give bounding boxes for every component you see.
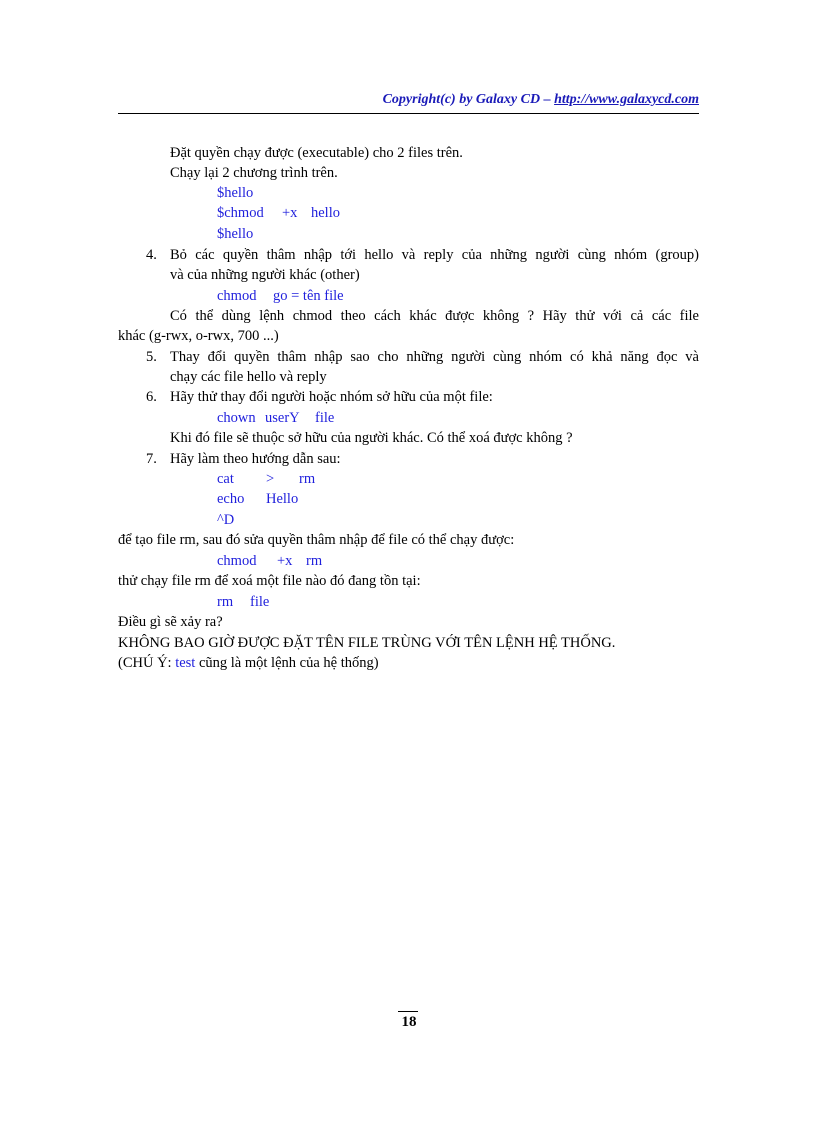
code-token: rm [217, 594, 234, 610]
code-token: userY [265, 410, 300, 426]
paragraph-try-run: thử chạy file rm để xoá một file nào đó đang tồn tại: [118, 573, 421, 589]
code-chmod-go [217, 286, 344, 306]
code-rm-file [217, 592, 269, 612]
paragraph-executable: Đặt quyền chạy được (executable) cho 2 files trên. [170, 145, 463, 161]
item5-line1: Thay đổi quyền thâm nhập sao cho những người cùng nhóm có khả năng đọc và [170, 349, 699, 365]
page-header [118, 92, 699, 114]
code-token: go = tên file [273, 288, 344, 304]
paragraph-note [118, 653, 379, 673]
item7-line1: Hãy làm theo hướng dẫn sau: [170, 451, 341, 467]
code-echo [217, 489, 298, 509]
code-token: +x [277, 553, 293, 569]
code-ctrl-d: ^D [217, 512, 235, 528]
list-number: 6. [146, 389, 157, 405]
code-token: Hello [266, 491, 299, 507]
code-cat [217, 469, 315, 489]
code-token: > [266, 471, 275, 487]
note-suffix: cũng là một lệnh của hệ thống) [195, 655, 379, 671]
code-token: +x [282, 205, 298, 221]
paragraph-what-happens: Điều gì sẽ xảy ra? [118, 614, 223, 630]
code-token: chmod [217, 288, 257, 304]
list-number: 7. [146, 451, 157, 467]
website-link[interactable]: http://www.galaxycd.com [554, 92, 699, 107]
code-token: echo [217, 491, 245, 507]
paragraph-create-rm: để tạo file rm, sau đó sửa quyền thâm nhập để file có thể chạy được: [118, 532, 515, 548]
item4-line1: Bỏ các quyền thâm nhập tới hello và reply của những người cùng nhóm (group) [170, 247, 699, 263]
copyright-text: Copyright(c) by Galaxy CD – [382, 92, 555, 107]
code-token: cat [217, 471, 234, 487]
item4-line2: và của những người khác (other) [170, 267, 360, 283]
code-token: file [250, 594, 270, 610]
paragraph-rerun: Chạy lại 2 chương trình trên. [170, 165, 338, 181]
code-hello-2: $hello [217, 226, 254, 242]
code-token: chown [217, 410, 256, 426]
item6-note: Khi đó file sẽ thuộc sở hữu của người khác. Có thể xoá được không ? [170, 430, 573, 446]
list-number: 5. [146, 349, 157, 365]
item4-note-line2: khác (g-rwx, o-rwx, 700 ...) [118, 328, 279, 344]
code-token: hello [311, 205, 340, 221]
paragraph-warning: KHÔNG BAO GIỜ ĐƯỢC ĐẶT TÊN FILE TRÙNG VỚI TÊN LỆNH HỆ THỐNG. [118, 635, 616, 651]
code-chown [217, 408, 334, 428]
header-rule [118, 113, 699, 114]
item4-note-line1: Có thể dùng lệnh chmod theo cách khác được không ? Hãy thử với cả các file [170, 308, 699, 324]
code-chmod-rm [217, 551, 322, 571]
item5-line2: chạy các file hello và reply [170, 369, 327, 385]
code-token: chmod [217, 553, 257, 569]
item6-line1: Hãy thử thay đổi người hoặc nhóm sở hữu của một file: [170, 389, 493, 405]
code-token: rm [306, 553, 323, 569]
code-token: $chmod [217, 205, 264, 221]
code-chmod-hello [217, 203, 340, 223]
note-keyword: test [175, 655, 196, 671]
page-number: 18 [401, 1014, 417, 1030]
list-number: 4. [146, 247, 157, 263]
code-token: file [315, 410, 335, 426]
note-prefix: (CHÚ Ý: [118, 655, 176, 671]
code-hello-1: $hello [217, 185, 254, 201]
code-token: rm [299, 471, 316, 487]
